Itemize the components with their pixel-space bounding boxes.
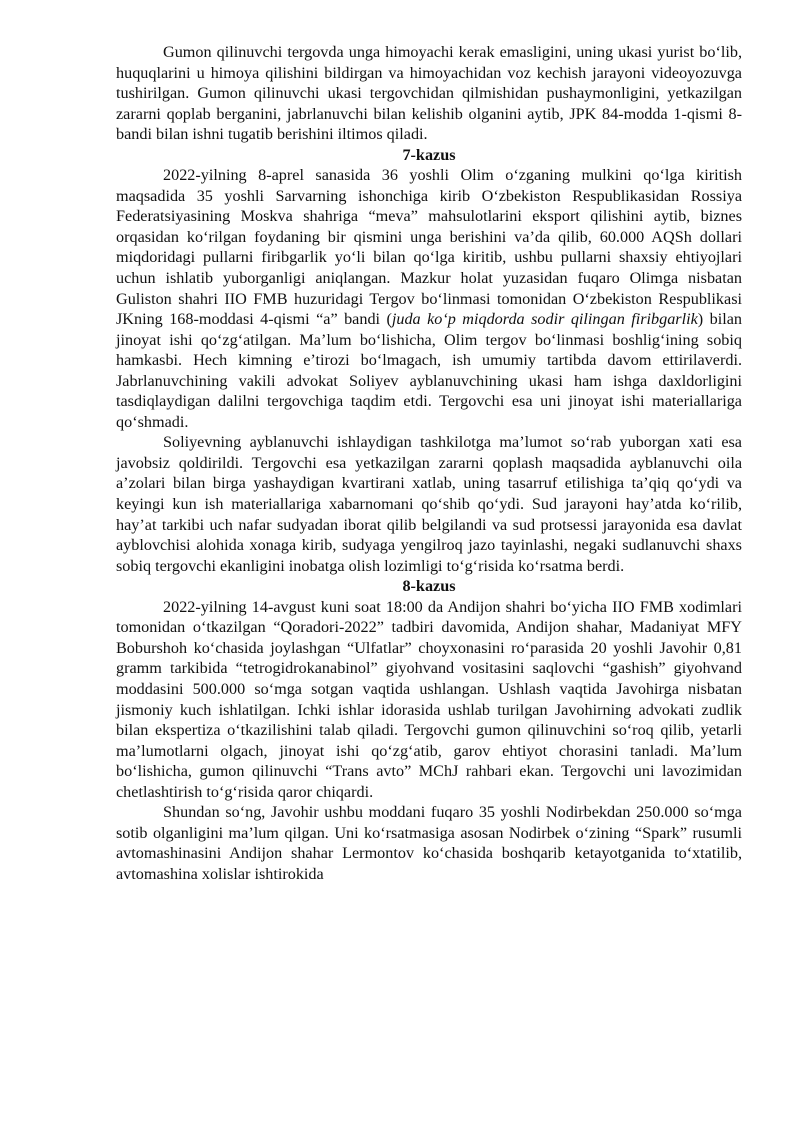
paragraph: Shundan so‘ng, Javohir ushbu moddani fuqaro 35 yoshli Nodirbekdan 250.000 so‘mga sotib olganligini ma’lum qilgan. Uni ko‘rsatmasiga asosan Nodirbek o‘zining “Spark” rusumli avtomashinasini Andijon shahar Lermontov ko‘chasida boshqarib ketayotganida to‘xtatilib, avtomashina xolislar ishtirokida: [116, 803, 742, 883]
case-heading: 7-kazus: [402, 145, 456, 164]
document-page: [116, 42, 742, 884]
paragraph-text: ) bilan jinoyat ishi qo‘zg‘atilgan. Ma’lum bo‘lishicha, Olim tergov bo‘linmasi boshlig‘ining sobiq hamkasbi. Hech kimning e’tirozi bo‘lmagach, ish umumiy tartibda davom ettirilaverdi. Jabrlanuvchining vakili advokat Soliyev ayblanuvchining ukasi ham ishga daxldorligini tasdiqlaydigan dalilni tergovchiga taqdim etdi. Tergovchi esa uni jinoyat ishi materiallariga qo‘shmadi.: [116, 310, 742, 431]
case-heading: 8-kazus: [402, 577, 456, 596]
paragraph: Soliyevning ayblanuvchi ishlaydigan tashkilotga ma’lumot so‘rab yuborgan xati esa javobsiz qoldirildi. Tergovchi esa yetkazilgan zararni qoplash maqsadida ayblanuvchi oila a’zolari bilan birga yashaydigan kvartirani xatlab, uning tasarruf etilishiga ta’qiq qo‘ydi va keyingi kun ish materiallariga xabarnomani qo‘shib qo‘ydi. Sud jarayoni hay’atda ko‘rilib, hay’at tarkibi uch nafar sudyadan iborat qilib belgilandi va sud protsessi jarayonida esa davlat ayblovchisi alohida xonaga kirib, sudyaga yengilroq jazo tayinlashi, negaki sudlanuvchi shaxs sobiq tergovchi ekanligini inobatga olish lozimligi to‘g‘risida ko‘rsatma berdi.: [116, 433, 742, 575]
paragraph: Gumon qilinuvchi tergovda unga himoyachi kerak emasligini, uning ukasi yurist bo‘lib, huquqlarini u himoya qilishini bildirgan va himoyachidan voz kechish jarayoni videoyozuvga tushirilgan. Gumon qilinuvchi ukasi tergovchidan qilmishidan pushaymonligini, yetkazilgan zararni qoplab berganini, jabrlanuvchi bilan kelishib olganini aytib, JPK 84-modda 1-qismi 8-bandi bilan ishni tugatib berishini iltimos qiladi.: [116, 43, 742, 144]
paragraph: 2022-yilning 14-avgust kuni soat 18:00 da Andijon shahri bo‘yicha IIO FMB xodimlari tomonidan o‘tkazilgan “Qoradori-2022” tadbiri davomida, Andijon shahar, Madaniyat MFY Boburshoh ko‘chasida joylashgan “Ulfatlar” choyxonasini ro‘parasida 20 yoshli Javohir 0,81 gramm tarkibida “tetrogidrokanabinol” giyohvand vositasini saqlovchi “gashish” giyohvand moddasini 500.000 so‘mga sotgan vaqtida ushlangan. Ushlash vaqtida Javohirga nisbatan jismoniy kuch ishlatilgan. Ichki ishlar idorasida ushlab turilgan Javohirning advokati zudlik bilan ekspertiza o‘tkazilishini talab qiladi. Tergovchi gumon qilinuvchini so‘roq qilib, yetarli ma’lumotlarni olgach, jinoyat ishi qo‘zg‘atib, garov ehtiyot chorasini tanladi. Ma’lum bo‘lishicha, gumon qilinuvchi “Trans avto” MChJ rahbari ekan. Tergovchi uni lavozimidan chetlashtirish to‘g‘risida qaror chiqardi.: [116, 597, 742, 801]
paragraph: [116, 165, 742, 432]
italic-term: juda ko‘p miqdorda sodir qilingan firibgarlik: [391, 310, 698, 329]
paragraph-text: 2022-yilning 8-aprel sanasida 36 yoshli Olim o‘zganing mulkini qo‘lga kiritish maqsadida 35 yoshli Sarvarning ishonchiga kirib O‘zbekiston Respublikasidan Rossiya Federatsiyasining Moskva shahriga “meva” mahsulotlarini eksport qilishini aytib, biznes orqasidan ko‘rilgan foydaning bir qismini unga berishini va’da qilib, 60.000 AQSh dollari miqdoridagi pullarni firibgarlik yo‘li bilan qo‘lga kiritib, ushbu pullarni shaxsiy ehtiyojlari uchun ishlatib yuborganligi aniqlangan. Mazkur holat yuzasidan fuqaro Olimga nisbatan Guliston shahri IIO FMB huzuridagi Tergov bo‘linmasi tomonidan O‘zbekiston Respublikasi JKning 168-moddasi 4-qismi “a” bandi (: [116, 166, 742, 329]
